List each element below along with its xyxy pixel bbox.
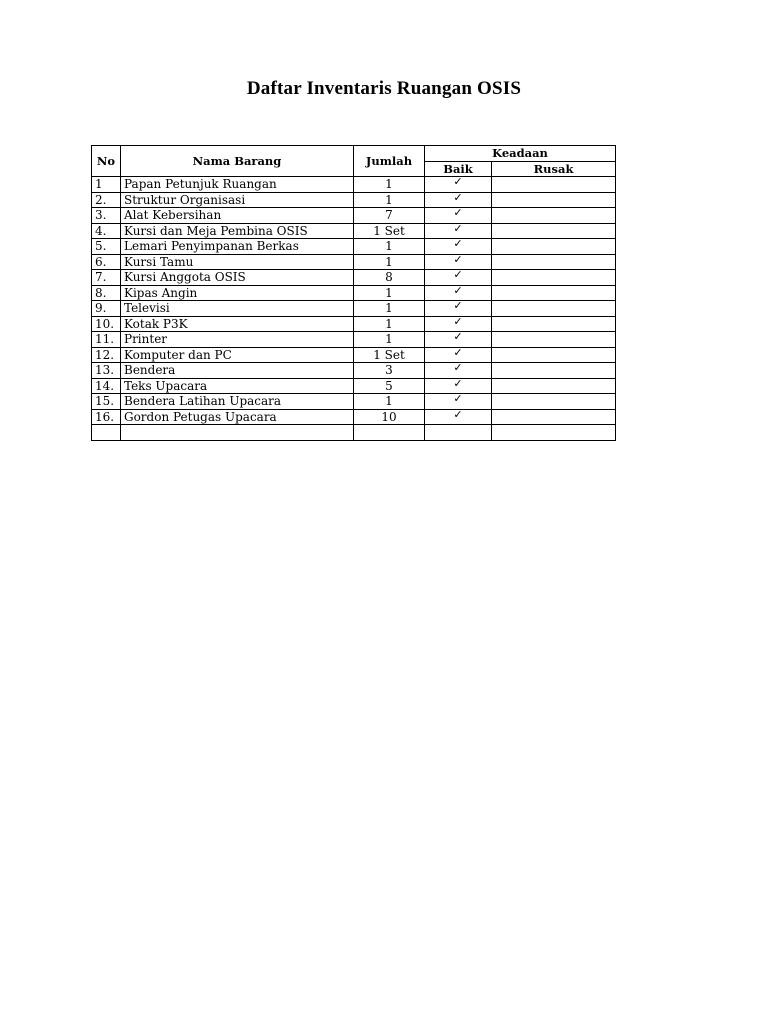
item-name: Gordon Petugas Upacara: [121, 409, 354, 425]
item-name: Kursi dan Meja Pembina OSIS: [121, 223, 354, 239]
check-mark-icon: ✓: [453, 207, 463, 220]
table-row: [92, 285, 616, 301]
item-quantity: 1 Set: [354, 347, 425, 363]
condition-damaged: [492, 192, 616, 208]
row-number: 15.: [92, 394, 121, 410]
table-row: [92, 425, 616, 441]
table-row: [92, 301, 616, 317]
check-mark-icon: ✓: [453, 300, 463, 313]
check-mark-icon: ✓: [453, 192, 463, 204]
item-quantity: 1 Set: [354, 223, 425, 239]
item-name: Kipas Angin: [121, 285, 354, 301]
header-no: No: [92, 146, 121, 177]
row-number: 13.: [92, 363, 121, 379]
header-quantity: Jumlah: [354, 146, 425, 177]
condition-good: [425, 270, 492, 286]
condition-damaged: [492, 254, 616, 270]
row-number: 16.: [92, 409, 121, 425]
condition-good: [425, 239, 492, 255]
item-quantity: 5: [354, 378, 425, 394]
table-row: [92, 177, 616, 193]
condition-good: [425, 378, 492, 394]
item-name: Papan Petunjuk Ruangan: [121, 177, 354, 193]
condition-damaged: [492, 394, 616, 410]
item-quantity: 7: [354, 208, 425, 224]
condition-good: [425, 394, 492, 410]
check-mark-icon: ✓: [453, 238, 463, 251]
table-row: [92, 394, 616, 410]
item-quantity: [354, 425, 425, 441]
item-quantity: 10: [354, 409, 425, 425]
condition-damaged: [492, 239, 616, 255]
table-row: [92, 316, 616, 332]
table-header: [92, 146, 616, 177]
row-number: 6.: [92, 254, 121, 270]
row-number: 9.: [92, 301, 121, 317]
table-row: [92, 363, 616, 379]
check-mark-icon: ✓: [453, 362, 463, 375]
item-quantity: 1: [354, 192, 425, 208]
condition-good: [425, 363, 492, 379]
row-number: 5.: [92, 239, 121, 255]
item-quantity: 1: [354, 301, 425, 317]
condition-good: [425, 301, 492, 317]
inventory-table: [91, 145, 616, 441]
condition-good: [425, 316, 492, 332]
condition-damaged: [492, 270, 616, 286]
item-name: Lemari Penyimpanan Berkas: [121, 239, 354, 255]
item-name: Kotak P3K: [121, 316, 354, 332]
condition-good: [425, 208, 492, 224]
row-number: 2.: [92, 192, 121, 208]
condition-good: [425, 285, 492, 301]
check-mark-icon: ✓: [453, 378, 463, 390]
check-mark-icon: ✓: [453, 393, 463, 406]
item-name: Struktur Organisasi: [121, 192, 354, 208]
condition-damaged: [492, 223, 616, 239]
item-quantity: 1: [354, 316, 425, 332]
row-number: 14.: [92, 378, 121, 394]
item-name: Kursi Tamu: [121, 254, 354, 270]
table-body: [92, 177, 616, 441]
item-quantity: 1: [354, 177, 425, 193]
condition-damaged: [492, 316, 616, 332]
condition-damaged: [492, 409, 616, 425]
item-quantity: 1: [354, 239, 425, 255]
item-name: Kursi Anggota OSIS: [121, 270, 354, 286]
item-name: Televisi: [121, 301, 354, 317]
condition-damaged: [492, 347, 616, 363]
condition-good: [425, 192, 492, 208]
item-quantity: 1: [354, 254, 425, 270]
condition-damaged: [492, 332, 616, 348]
row-number: 11.: [92, 332, 121, 348]
condition-damaged: [492, 208, 616, 224]
item-name: Komputer dan PC: [121, 347, 354, 363]
header-condition: Keadaan: [425, 146, 616, 162]
row-number: 10.: [92, 316, 121, 332]
row-number: 3.: [92, 208, 121, 224]
row-number: 7.: [92, 270, 121, 286]
condition-good: [425, 409, 492, 425]
condition-good: [425, 223, 492, 239]
item-name: Bendera: [121, 363, 354, 379]
page-title: Daftar Inventaris Ruangan OSIS: [246, 78, 522, 99]
check-mark-icon: ✓: [453, 254, 463, 266]
item-name: Alat Kebersihan: [121, 208, 354, 224]
item-quantity: 1: [354, 394, 425, 410]
table-row: [92, 270, 616, 286]
check-mark-icon: ✓: [453, 269, 463, 282]
condition-damaged: [492, 378, 616, 394]
item-quantity: 8: [354, 270, 425, 286]
condition-damaged: [492, 285, 616, 301]
table-row: [92, 239, 616, 255]
table-row: [92, 347, 616, 363]
table-row: [92, 192, 616, 208]
condition-damaged: [492, 425, 616, 441]
condition-good: [425, 254, 492, 270]
table-row: [92, 332, 616, 348]
table-row: [92, 378, 616, 394]
row-number: 1: [92, 177, 121, 193]
header-good: Baik: [425, 161, 492, 177]
condition-damaged: [492, 301, 616, 317]
check-mark-icon: ✓: [453, 176, 463, 189]
item-name: Printer: [121, 332, 354, 348]
row-number: 8.: [92, 285, 121, 301]
table-row: [92, 208, 616, 224]
condition-good: [425, 347, 492, 363]
check-mark-icon: ✓: [453, 347, 463, 359]
item-quantity: 1: [354, 332, 425, 348]
row-number: 4.: [92, 223, 121, 239]
check-mark-icon: ✓: [453, 331, 463, 344]
condition-good: [425, 425, 492, 441]
condition-good: [425, 177, 492, 193]
item-quantity: 1: [354, 285, 425, 301]
header-row-main: [92, 146, 616, 162]
header-item-name: Nama Barang: [121, 146, 354, 177]
table-row: [92, 223, 616, 239]
check-mark-icon: ✓: [453, 316, 463, 328]
item-name: [121, 425, 354, 441]
check-mark-icon: ✓: [453, 285, 463, 297]
item-name: Bendera Latihan Upacara: [121, 394, 354, 410]
check-mark-icon: ✓: [453, 409, 463, 421]
check-mark-icon: ✓: [453, 223, 463, 235]
item-name: Teks Upacara: [121, 378, 354, 394]
item-quantity: 3: [354, 363, 425, 379]
row-number: [92, 425, 121, 441]
header-damaged: Rusak: [492, 161, 616, 177]
row-number: 12.: [92, 347, 121, 363]
table-row: [92, 409, 616, 425]
condition-damaged: [492, 363, 616, 379]
condition-damaged: [492, 177, 616, 193]
table-row: [92, 254, 616, 270]
condition-good: [425, 332, 492, 348]
